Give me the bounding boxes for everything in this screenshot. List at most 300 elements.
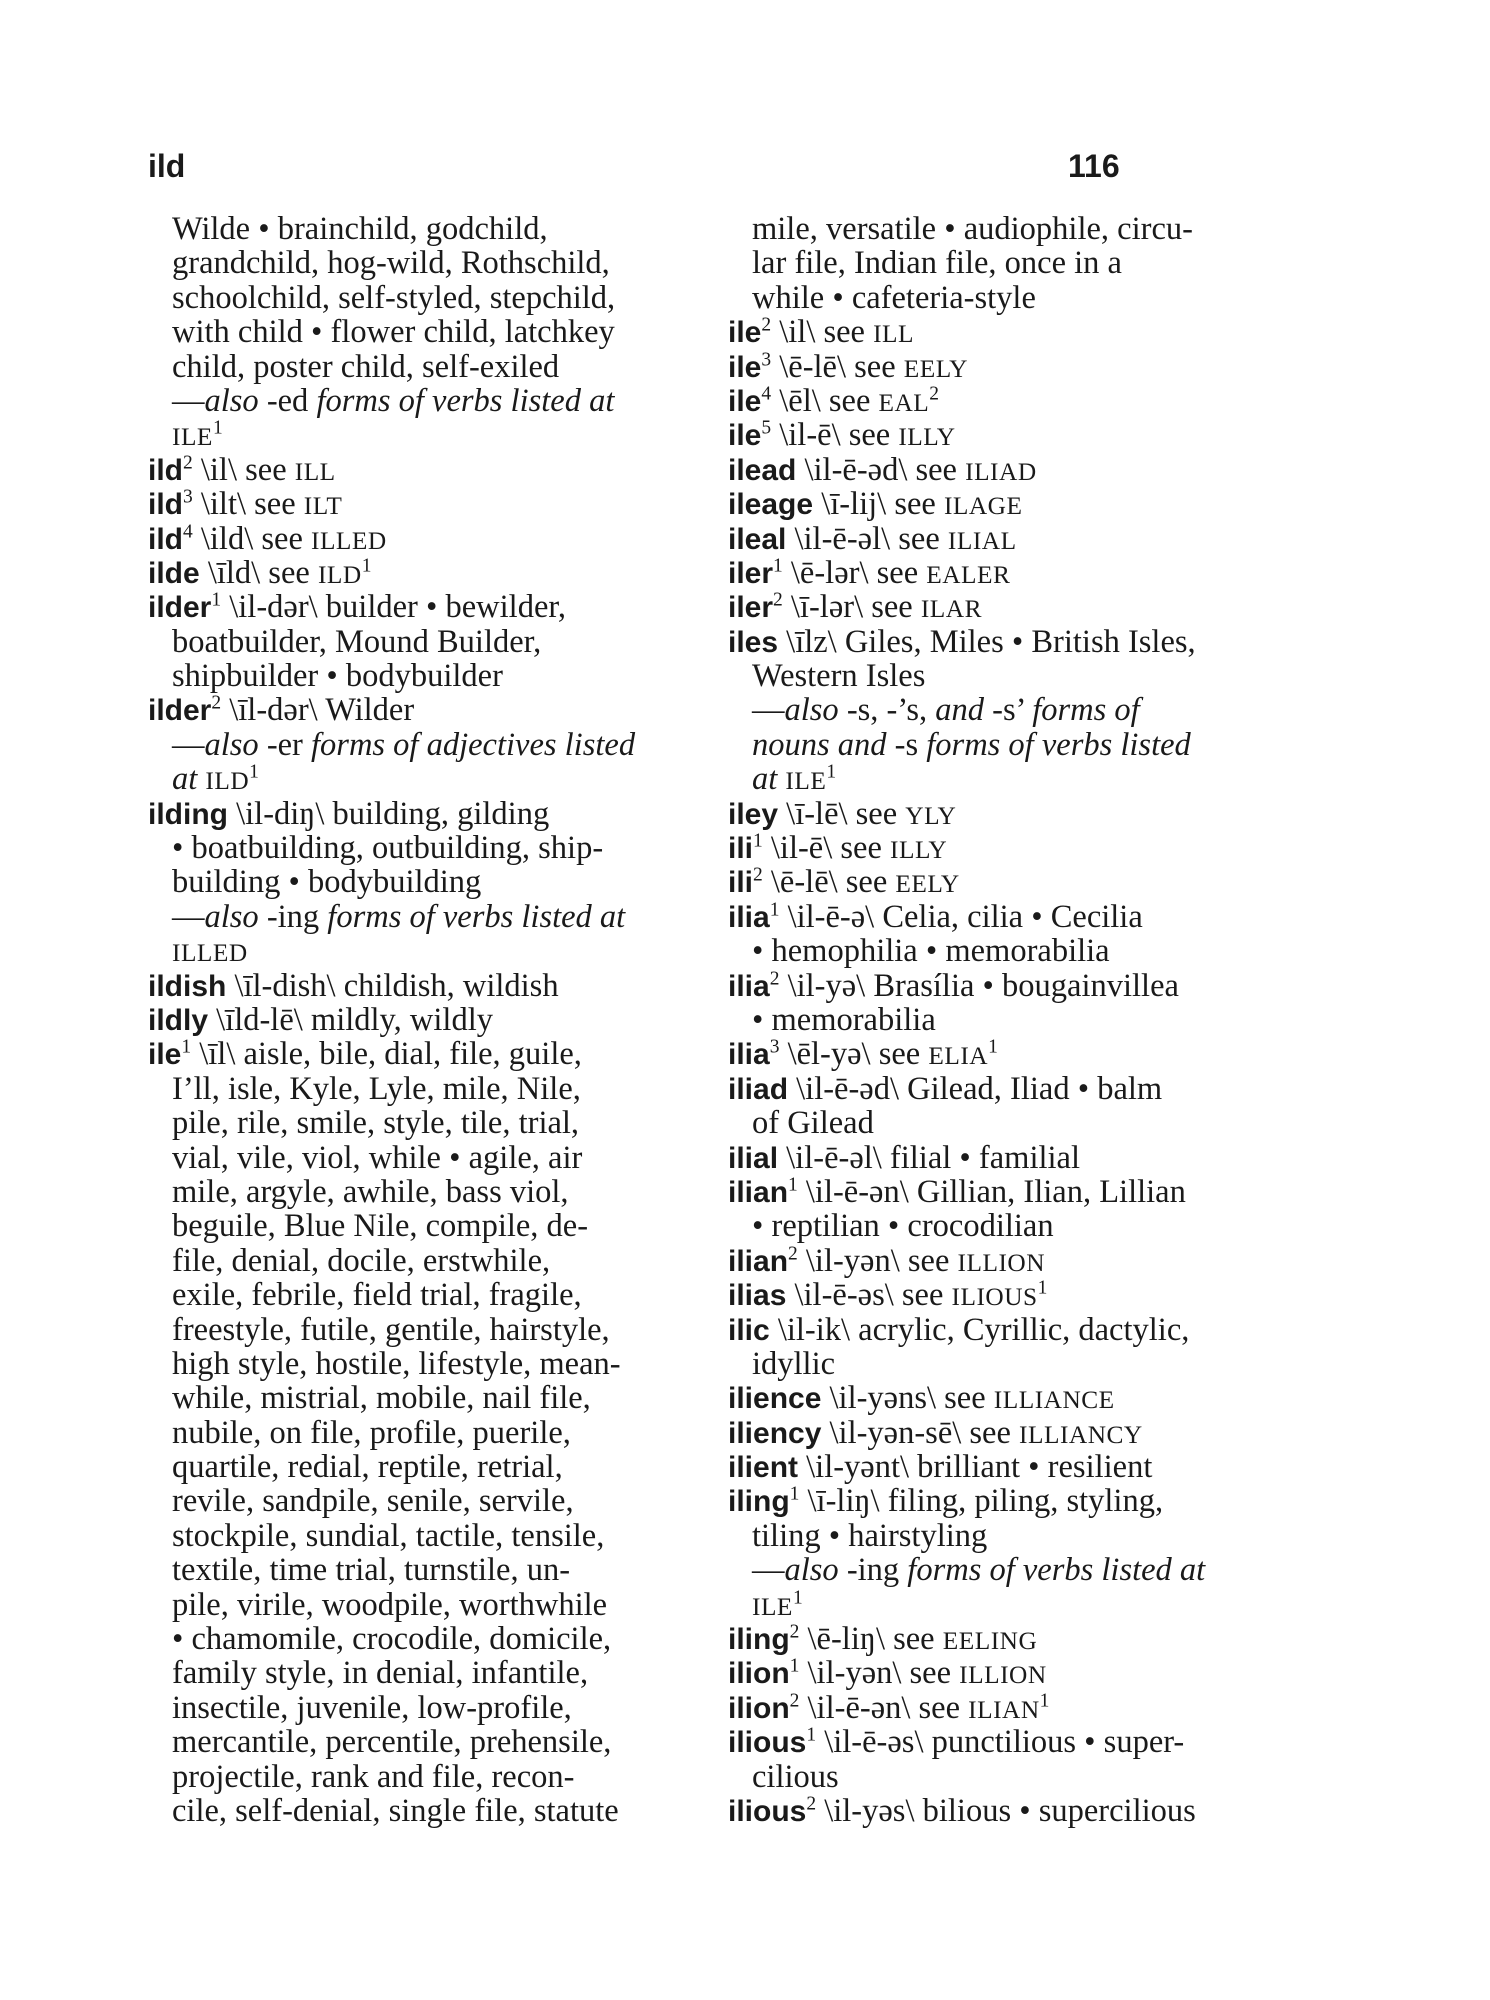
entry-line bbox=[148, 762, 708, 796]
cross-reference: EAL bbox=[878, 388, 930, 417]
homograph-number: 1 bbox=[988, 1036, 998, 1058]
homograph-number: 3 bbox=[769, 1036, 780, 1058]
headword: ilion bbox=[728, 1657, 790, 1691]
entry-line bbox=[148, 418, 708, 452]
entry-headline bbox=[728, 625, 1288, 659]
entry-line bbox=[148, 934, 708, 968]
headword: iler bbox=[728, 591, 774, 625]
homograph-number: 1 bbox=[788, 1174, 798, 1196]
entry-text: — bbox=[172, 898, 205, 935]
entry-line bbox=[148, 1553, 708, 1587]
entry-headline bbox=[728, 590, 1288, 624]
entry-line bbox=[148, 281, 708, 315]
headword: iling bbox=[728, 1623, 790, 1657]
entry-text: • chamomile, crocodile, domicile, bbox=[172, 1621, 612, 1658]
entry-text: \il-ē-ən\ see bbox=[799, 1689, 969, 1726]
entry-text: child, poster child, self-exiled bbox=[172, 348, 560, 385]
headword: ilia bbox=[728, 969, 770, 1003]
entry-text: \il-ē-ə\ Celia, cilia • Cecilia bbox=[779, 898, 1143, 935]
entry-text: \il-ē-əs\ see bbox=[786, 1277, 952, 1314]
headword: ilias bbox=[728, 1279, 787, 1313]
entry-text: \il-yə\ Brasília • bougainvillea bbox=[779, 967, 1179, 1004]
homograph-number: 2 bbox=[789, 1690, 800, 1712]
homograph-number: 1 bbox=[1039, 1690, 1050, 1712]
cross-reference: ILLED bbox=[172, 939, 248, 968]
entry-line bbox=[728, 1760, 1288, 1794]
entry-text: \ī-liŋ\ filing, piling, styling, bbox=[799, 1483, 1164, 1520]
entry-text: boatbuilder, Mound Builder, bbox=[172, 623, 542, 660]
entry-text: \ī-lər\ see bbox=[782, 589, 921, 626]
homograph-number: 2 bbox=[761, 314, 772, 336]
entry-headline bbox=[728, 522, 1288, 556]
entry-text: family style, in denial, infantile, bbox=[172, 1655, 589, 1692]
entry-text: \il-ē-əl\ filial • familial bbox=[778, 1139, 1080, 1176]
entry-line bbox=[728, 1003, 1288, 1037]
entry-line bbox=[148, 1106, 708, 1140]
italic-note: also bbox=[204, 382, 259, 419]
headword: ilion bbox=[728, 1691, 790, 1725]
entry-text: \il-ē-əd\ see bbox=[796, 451, 966, 488]
entry-text: high style, hostile, lifestyle, mean- bbox=[172, 1345, 621, 1382]
entry-text: \il-yənt\ brilliant • resilient bbox=[798, 1449, 1153, 1486]
entry-line bbox=[728, 1209, 1288, 1243]
entry-text: cilious bbox=[752, 1758, 839, 1795]
entry-headline bbox=[728, 1484, 1288, 1518]
cross-reference: ILD bbox=[205, 767, 250, 796]
homograph-number: 1 bbox=[826, 761, 837, 783]
headword: ileage bbox=[728, 488, 814, 522]
italic-note: at bbox=[172, 761, 198, 798]
entry-text: \il-ē-əs\ punctilious • super- bbox=[816, 1724, 1185, 1761]
cross-reference: YLY bbox=[905, 801, 957, 830]
homograph-number: 2 bbox=[806, 1793, 817, 1815]
entry-headline bbox=[728, 1072, 1288, 1106]
entry-text: while, mistrial, mobile, nail file, bbox=[172, 1380, 591, 1417]
entry-headline bbox=[728, 418, 1288, 452]
entry-line bbox=[148, 1313, 708, 1347]
entry-text: projectile, rank and file, recon- bbox=[172, 1758, 575, 1795]
entry-line bbox=[728, 212, 1288, 246]
entry-line bbox=[148, 1519, 708, 1553]
entry-headline bbox=[728, 1381, 1288, 1415]
entry-headline bbox=[728, 797, 1288, 831]
entry-text: \ē-liŋ\ see bbox=[799, 1621, 943, 1658]
entry-text: exile, febrile, field trial, fragile, bbox=[172, 1277, 582, 1314]
entry-text: \īl\ aisle, bile, dial, file, guile, bbox=[191, 1036, 582, 1073]
entry-headline bbox=[728, 831, 1288, 865]
entry-text: nubile, on file, profile, puerile, bbox=[172, 1414, 571, 1451]
entry-line bbox=[148, 1244, 708, 1278]
entry-line bbox=[148, 315, 708, 349]
entry-text: I’ll, isle, Kyle, Lyle, mile, Nile, bbox=[172, 1070, 581, 1107]
entry-text: quartile, redial, reptile, retrial, bbox=[172, 1449, 563, 1486]
homograph-number: 2 bbox=[773, 589, 783, 611]
entry-text: \il-diŋ\ building, gilding bbox=[227, 795, 550, 832]
entry-headline bbox=[728, 1175, 1288, 1209]
entry-text: while • cafeteria-style bbox=[752, 279, 1036, 316]
entry-text: -s’ bbox=[984, 692, 1033, 729]
entry-text: mercantile, percentile, prehensile, bbox=[172, 1724, 612, 1761]
cross-reference: ILT bbox=[303, 492, 343, 521]
entry-text: • memorabilia bbox=[752, 1001, 936, 1038]
cross-reference: EELY bbox=[903, 354, 968, 383]
entry-headline bbox=[148, 522, 708, 556]
cross-reference: ILAGE bbox=[943, 492, 1023, 521]
homograph-number: 1 bbox=[769, 899, 780, 921]
entry-text: tiling • hairstyling bbox=[752, 1517, 988, 1554]
cross-reference: ELIA bbox=[928, 1042, 989, 1071]
cross-reference: ILLIANCY bbox=[1019, 1420, 1143, 1449]
headword: ile bbox=[728, 384, 762, 418]
entry-headline bbox=[728, 1725, 1288, 1759]
entry-headline bbox=[728, 1622, 1288, 1656]
headword: ilient bbox=[728, 1451, 799, 1485]
entry-line bbox=[148, 728, 708, 762]
homograph-number: 2 bbox=[769, 967, 780, 989]
headword: iliad bbox=[728, 1072, 789, 1106]
cross-reference: ILIOUS bbox=[951, 1283, 1038, 1312]
entry-line bbox=[728, 1519, 1288, 1553]
entry-text: mile, versatile • audiophile, circu- bbox=[752, 211, 1193, 247]
cross-reference: ILE bbox=[172, 423, 213, 452]
entry-text: -er bbox=[258, 726, 312, 763]
cross-reference: ILD bbox=[317, 560, 362, 589]
headword: ile bbox=[148, 1038, 182, 1072]
homograph-number: 2 bbox=[789, 1621, 800, 1643]
entry-line bbox=[148, 1794, 708, 1828]
entry-text: grandchild, hog-wild, Rothschild, bbox=[172, 245, 610, 282]
entry-headline bbox=[728, 487, 1288, 521]
homograph-number: 1 bbox=[1037, 1277, 1048, 1299]
entry-headline bbox=[728, 1416, 1288, 1450]
entry-text: pile, rile, smile, style, tile, trial, bbox=[172, 1105, 580, 1142]
entry-headline bbox=[728, 384, 1288, 418]
entry-line bbox=[148, 384, 708, 418]
entry-headline bbox=[728, 900, 1288, 934]
headword: ile bbox=[728, 316, 762, 350]
entry-headline bbox=[728, 1313, 1288, 1347]
entry-headline bbox=[728, 1244, 1288, 1278]
entry-text: \il-yən\ see bbox=[799, 1655, 960, 1692]
cross-reference: ILLY bbox=[898, 423, 956, 452]
entry-text: \il-dər\ builder • bewilder, bbox=[221, 589, 567, 626]
entry-text: • boatbuilding, outbuilding, ship- bbox=[172, 830, 604, 867]
entry-text: — bbox=[752, 1552, 785, 1589]
entry-headline bbox=[728, 865, 1288, 899]
entry-line bbox=[728, 659, 1288, 693]
entry-headline bbox=[148, 590, 708, 624]
left-column bbox=[148, 212, 708, 1828]
entry-line bbox=[148, 246, 708, 280]
entry-line bbox=[148, 1381, 708, 1415]
cross-reference: ILAR bbox=[920, 595, 982, 624]
entry-text: schoolchild, self-styled, stepchild, bbox=[172, 279, 616, 316]
entry-line bbox=[148, 1347, 708, 1381]
headword: ilian bbox=[728, 1175, 789, 1209]
italic-note: also bbox=[784, 1552, 839, 1589]
entry-text: insectile, juvenile, low-profile, bbox=[172, 1689, 572, 1726]
entry-text: \ē-lē\ see bbox=[762, 864, 896, 901]
headword: ilious bbox=[728, 1726, 807, 1760]
entry-text: vial, vile, viol, while • agile, air bbox=[172, 1139, 583, 1176]
entry-text: — bbox=[172, 726, 205, 763]
entry-text: \il-yəs\ bilious • supercilious bbox=[816, 1792, 1196, 1829]
entry-text: freestyle, futile, gentile, hairstyle, bbox=[172, 1311, 610, 1348]
entry-line bbox=[148, 1175, 708, 1209]
cross-reference: EELY bbox=[895, 870, 960, 899]
entry-text: revile, sandpile, senile, servile, bbox=[172, 1483, 574, 1520]
headword: ili bbox=[728, 866, 754, 900]
cross-reference: ILIAN bbox=[968, 1695, 1040, 1724]
entry-line bbox=[148, 1450, 708, 1484]
homograph-number: 3 bbox=[183, 486, 193, 508]
entry-line bbox=[148, 1588, 708, 1622]
entry-text: • hemophilia • memorabilia bbox=[752, 933, 1110, 970]
entry-line bbox=[148, 350, 708, 384]
cross-reference: ILL bbox=[873, 320, 915, 349]
cross-reference: ILLION bbox=[957, 1248, 1046, 1277]
entry-headline bbox=[148, 797, 708, 831]
entry-headline bbox=[728, 1278, 1288, 1312]
entry-text: \ilt\ see bbox=[192, 486, 304, 523]
headword: ild bbox=[148, 488, 183, 522]
entry-headline bbox=[728, 1450, 1288, 1484]
entry-headline bbox=[728, 969, 1288, 1003]
entry-text: \ī-lij\ see bbox=[813, 486, 944, 523]
entry-text: \il-ē\ see bbox=[762, 830, 891, 867]
headword: ilious bbox=[728, 1794, 807, 1828]
homograph-number: 1 bbox=[361, 555, 372, 577]
homograph-number: 1 bbox=[789, 1483, 800, 1505]
homograph-number: 1 bbox=[792, 1586, 803, 1608]
entry-text: \ild\ see bbox=[192, 520, 311, 557]
homograph-number: 2 bbox=[788, 1243, 798, 1265]
homograph-number: 4 bbox=[761, 383, 772, 405]
entry-text: \il-ē-əd\ Gilead, Iliad • balm bbox=[788, 1070, 1163, 1107]
entry-line bbox=[728, 934, 1288, 968]
homograph-number: 1 bbox=[753, 830, 763, 852]
entry-text: lar file, Indian file, once in a bbox=[752, 245, 1122, 282]
entry-headline bbox=[728, 1691, 1288, 1725]
italic-note: forms of verbs listed at bbox=[316, 382, 615, 419]
entry-headline bbox=[148, 487, 708, 521]
entry-line bbox=[728, 1347, 1288, 1381]
entry-headline bbox=[148, 453, 708, 487]
cross-reference: ILLY bbox=[890, 836, 948, 865]
entry-text: — bbox=[172, 382, 205, 419]
homograph-number: 2 bbox=[929, 383, 940, 405]
homograph-number: 1 bbox=[806, 1724, 817, 1746]
italic-note: at bbox=[752, 761, 778, 798]
entry-text: \īld-lē\ mildly, wildly bbox=[208, 1001, 493, 1038]
italic-note: also bbox=[784, 692, 839, 729]
headword: ild bbox=[148, 522, 183, 556]
headword: ile bbox=[728, 419, 762, 453]
homograph-number: 1 bbox=[773, 555, 783, 577]
entry-headline bbox=[728, 1656, 1288, 1690]
homograph-number: 1 bbox=[249, 761, 259, 783]
entry-line bbox=[148, 1760, 708, 1794]
headword: ilian bbox=[728, 1244, 789, 1278]
entry-text: -s, -’s, bbox=[838, 692, 936, 729]
entry-headline bbox=[728, 315, 1288, 349]
entry-text: \il-ē-ən\ Gillian, Ilian, Lillian bbox=[797, 1173, 1186, 1210]
entry-text: \il\ see bbox=[771, 314, 874, 351]
homograph-number: 4 bbox=[183, 520, 193, 542]
entry-line bbox=[148, 1209, 708, 1243]
entry-line bbox=[148, 1622, 708, 1656]
entry-text: \ē-lē\ see bbox=[771, 348, 904, 385]
entry-line bbox=[728, 728, 1288, 762]
entry-text: pile, virile, woodpile, worthwhile bbox=[172, 1586, 608, 1623]
entry-headline bbox=[148, 969, 708, 1003]
entry-line bbox=[728, 246, 1288, 280]
cross-reference: ILIAL bbox=[947, 526, 1017, 555]
homograph-number: 1 bbox=[789, 1655, 800, 1677]
entry-text: file, denial, docile, erstwhile, bbox=[172, 1242, 551, 1279]
homograph-number: 2 bbox=[183, 452, 193, 474]
entry-line bbox=[148, 212, 708, 246]
headword: ilder bbox=[148, 591, 212, 625]
italic-note: forms of verbs listed bbox=[926, 726, 1191, 763]
entry-text: \il-ē-əl\ see bbox=[786, 520, 948, 557]
homograph-number: 2 bbox=[211, 692, 222, 714]
entry-text: idyllic bbox=[752, 1345, 836, 1382]
headword: ilde bbox=[148, 556, 200, 590]
cross-reference: EALER bbox=[926, 560, 1011, 589]
cross-reference: ILLION bbox=[959, 1661, 1047, 1690]
entry-line bbox=[728, 762, 1288, 796]
italic-note: forms of verbs listed at bbox=[907, 1552, 1206, 1589]
entry-headline bbox=[148, 1003, 708, 1037]
homograph-number: 2 bbox=[753, 864, 763, 886]
entry-text: \ēl-yə\ see bbox=[779, 1036, 929, 1073]
entry-text: beguile, Blue Nile, compile, de- bbox=[172, 1208, 589, 1245]
entry-text: \ī-lē\ see bbox=[778, 795, 906, 832]
entry-text: Western Isles bbox=[752, 658, 926, 695]
entry-line bbox=[148, 831, 708, 865]
cross-reference: EELING bbox=[942, 1627, 1038, 1656]
headword: ileal bbox=[728, 522, 787, 556]
headword: ilding bbox=[148, 797, 228, 831]
italic-note: forms of adjectives listed bbox=[311, 726, 636, 763]
cross-reference: ILE bbox=[785, 767, 827, 796]
homograph-number: 5 bbox=[761, 417, 772, 439]
entry-text: \il-yən\ see bbox=[797, 1242, 958, 1279]
headword: ildish bbox=[148, 969, 227, 1003]
homograph-number: 1 bbox=[212, 417, 223, 439]
headword: iling bbox=[728, 1485, 790, 1519]
entry-text: \īl-dər\ Wilder bbox=[221, 692, 415, 729]
cross-reference: ILLIANCE bbox=[993, 1386, 1115, 1415]
entry-line bbox=[148, 1416, 708, 1450]
entry-line bbox=[148, 1141, 708, 1175]
italic-note: and bbox=[935, 692, 985, 729]
entry-text: \il\ see bbox=[192, 451, 295, 488]
entry-text: textile, time trial, turnstile, un- bbox=[172, 1552, 571, 1589]
entry-line bbox=[148, 1484, 708, 1518]
entry-text: -ing bbox=[258, 898, 328, 935]
entry-headline bbox=[148, 693, 708, 727]
headword: ilial bbox=[728, 1141, 779, 1175]
cross-reference: ILE bbox=[752, 1592, 793, 1621]
entry-text: \il-ē\ see bbox=[771, 417, 899, 454]
entry-line bbox=[728, 1106, 1288, 1140]
entry-text: • reptilian • crocodilian bbox=[752, 1208, 1054, 1245]
entry-headline bbox=[728, 1141, 1288, 1175]
entry-text: \il-yən-sē\ see bbox=[821, 1414, 1020, 1451]
entry-line bbox=[148, 1278, 708, 1312]
entry-text: building • bodybuilding bbox=[172, 864, 482, 901]
headword: ild bbox=[148, 453, 183, 487]
entry-line bbox=[148, 625, 708, 659]
entry-text: Wilde • brainchild, godchild, bbox=[172, 211, 548, 247]
entry-headline bbox=[728, 350, 1288, 384]
entry-text: \il-yəns\ see bbox=[821, 1380, 994, 1417]
entry-text: \īld\ see bbox=[199, 554, 318, 591]
entry-text: -s bbox=[886, 726, 927, 763]
cross-reference: ILIAD bbox=[965, 457, 1037, 486]
headword: ile bbox=[728, 350, 762, 384]
homograph-number: 1 bbox=[211, 589, 222, 611]
entry-line bbox=[148, 1691, 708, 1725]
entry-headline bbox=[148, 556, 708, 590]
entry-line bbox=[728, 1553, 1288, 1587]
headword: ilience bbox=[728, 1382, 822, 1416]
entry-text: \il-ik\ acrylic, Cyrillic, dactylic, bbox=[769, 1311, 1190, 1348]
homograph-number: 1 bbox=[181, 1036, 192, 1058]
entry-text: with child • flower child, latchkey bbox=[172, 314, 615, 351]
headword: ildly bbox=[148, 1003, 209, 1037]
entry-text: shipbuilder • bodybuilder bbox=[172, 658, 503, 695]
entry-line bbox=[148, 659, 708, 693]
page-number: 116 bbox=[1068, 148, 1120, 184]
headword: ilder bbox=[148, 694, 212, 728]
headword: iley bbox=[728, 797, 779, 831]
entry-line bbox=[148, 865, 708, 899]
entry-line bbox=[148, 1725, 708, 1759]
entry-text: \īl-dish\ childish, wildish bbox=[226, 967, 559, 1004]
italic-note: forms of bbox=[1032, 692, 1140, 729]
entry-line bbox=[728, 693, 1288, 727]
entry-line bbox=[728, 281, 1288, 315]
entry-text: \ē-lər\ see bbox=[782, 554, 927, 591]
entry-text: of Gilead bbox=[752, 1105, 874, 1142]
headword: ilia bbox=[728, 900, 770, 934]
entry-text: -ed bbox=[258, 382, 317, 419]
entry-text: stockpile, sundial, tactile, tensile, bbox=[172, 1517, 605, 1554]
headword: ilead bbox=[728, 453, 797, 487]
cross-reference: ILLED bbox=[311, 526, 387, 555]
headword: iliency bbox=[728, 1416, 822, 1450]
entry-line bbox=[148, 1656, 708, 1690]
entry-text: — bbox=[752, 692, 785, 729]
headword: iler bbox=[728, 556, 774, 590]
entry-text: -ing bbox=[838, 1552, 908, 1589]
headword: ilic bbox=[728, 1313, 770, 1347]
entry-text: \ēl\ see bbox=[771, 382, 879, 419]
headword: ilia bbox=[728, 1038, 770, 1072]
headword: ili bbox=[728, 832, 754, 866]
entry-text: \īlz\ Giles, Miles • British Isles, bbox=[778, 623, 1196, 660]
right-column bbox=[728, 212, 1288, 1828]
italic-note: forms of verbs listed at bbox=[327, 898, 626, 935]
entry-headline bbox=[148, 1037, 708, 1071]
entry-line bbox=[728, 1588, 1288, 1622]
entry-headline bbox=[728, 1037, 1288, 1071]
entry-headline bbox=[728, 556, 1288, 590]
italic-note: nouns and bbox=[752, 726, 887, 763]
